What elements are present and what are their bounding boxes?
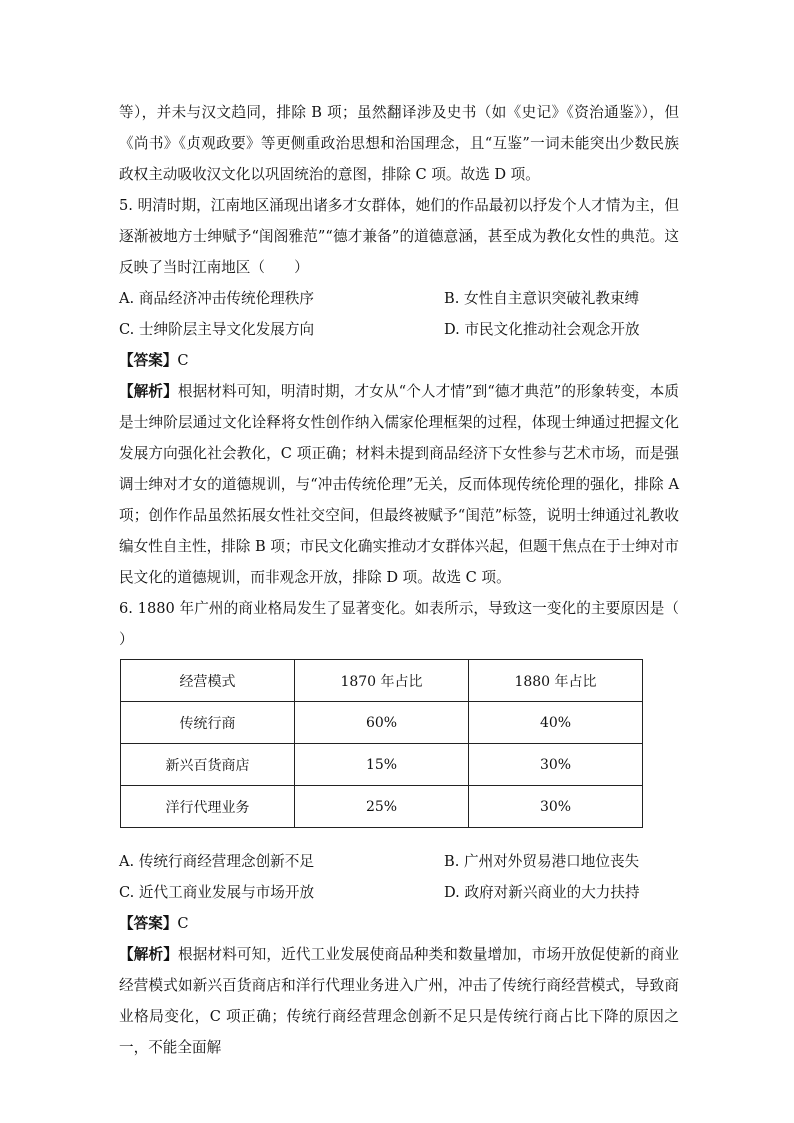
question-6-option-b: B. 广州对外贸易港口地位丧失 — [444, 853, 640, 870]
table-header-cell: 1870 年占比 — [295, 660, 469, 702]
question-5-answer — [119, 345, 679, 376]
question-6-answer — [119, 908, 679, 939]
question-5-option-b: B. 女性自主意识突破礼教束缚 — [444, 290, 640, 307]
table-cell: 新兴百货商店 — [121, 744, 295, 786]
table-cell: 洋行代理业务 — [121, 786, 295, 828]
answer-value: C — [177, 352, 189, 369]
question-6-analysis — [119, 939, 679, 1063]
table-spacer — [119, 836, 679, 846]
question-6-options-row-1 — [119, 846, 679, 877]
table-header-cell: 经营模式 — [121, 660, 295, 702]
question-5-option-c: C. 士绅阶层主导文化发展方向 — [119, 321, 315, 338]
table-header-cell: 1880 年占比 — [469, 660, 643, 702]
commerce-share-table — [120, 659, 643, 828]
continued-analysis-paragraph: 等），并未与汉文趋同，排除 B 项；虽然翻译涉及史书（如《史记》《资治通鉴》），但《尚书》《贞观政要》等更侧重政治思想和治国理念，且“互鉴”一词未能突出少数民族政权主动吸收汉文化以巩固统治的意图，排除 C 项。故选 D 项。 — [119, 104, 679, 183]
answer-value: C — [177, 915, 189, 932]
analysis-label: 【解析】 — [119, 383, 178, 400]
table-cell: 30% — [469, 786, 643, 828]
table-cell: 40% — [469, 702, 643, 744]
analysis-label: 【解析】 — [119, 946, 178, 963]
question-5-options-row-2 — [119, 314, 679, 345]
page-content — [119, 97, 709, 1063]
table-cell: 30% — [469, 744, 643, 786]
question-6-option-d: D. 政府对新兴商业的大力扶持 — [444, 884, 640, 901]
answer-label: 【答案】 — [119, 352, 178, 369]
table-cell: 60% — [295, 702, 469, 744]
question-6-option-c: C. 近代工商业发展与市场开放 — [119, 884, 315, 901]
table-cell: 15% — [295, 744, 469, 786]
question-6-stem: 6. 1880 年广州的商业格局发生了显著变化。如表所示，导致这一变化的主要原因是（ ） — [119, 600, 709, 648]
table-cell: 25% — [295, 786, 469, 828]
table-header-row — [121, 660, 643, 702]
question-5-option-d: D. 市民文化推动社会观念开放 — [444, 321, 640, 338]
analysis-text: 根据材料可知，明清时期，才女从“个人才情”到“德才典范”的形象转变，本质是士绅阶层通过文化诠释将女性创作纳入儒家伦理框架的过程，体现士绅通过把握文化发展方向强化社会教化，C 项正确；材料未提到商品经济下女性参与艺术市场，而是强调士绅对才女的道德规训，与“冲击传统伦理”无关，反而体现传统伦理的强化，排除 A 项；创作作品虽然拓展女性社交空间，但最终被赋予“闺范”标签，说明士绅通过礼教收编女性自主性，排除 B 项；市民文化确实推动才女群体兴起，但题干焦点在于士绅对市民文化的道德规训，而非观念开放，排除 D 项。故选 C 项。 — [119, 383, 679, 586]
question-5-option-a: A. 商品经济冲击传统伦理秩序 — [119, 290, 314, 307]
question-5-options-row-1 — [119, 283, 679, 314]
answer-label: 【答案】 — [119, 915, 178, 932]
table-cell: 传统行商 — [121, 702, 295, 744]
question-6-options-row-2 — [119, 877, 679, 908]
question-6-option-a: A. 传统行商经营理念创新不足 — [119, 853, 314, 870]
table-row — [121, 702, 643, 744]
table-row — [121, 744, 643, 786]
analysis-text: 根据材料可知，近代工业发展使商品种类和数量增加，市场开放促使新的商业经营模式如新兴百货商店和洋行代理业务进入广州，冲击了传统行商经营模式，导致商业格局变化，C 项正确；传统行商经营理念创新不足只是传统行商占比下降的原因之一，不能全面解 — [119, 946, 679, 1056]
table-row — [121, 786, 643, 828]
question-5-stem: 5. 明清时期，江南地区涌现出诸多才女群体，她们的作品最初以抒发个人才情为主，但逐渐被地方士绅赋予“闺阁雅范”“德才兼备”的道德意涵，甚至成为教化女性的典范。这反映了当时江南地区（ ） — [119, 197, 679, 276]
question-5-analysis — [119, 376, 679, 593]
